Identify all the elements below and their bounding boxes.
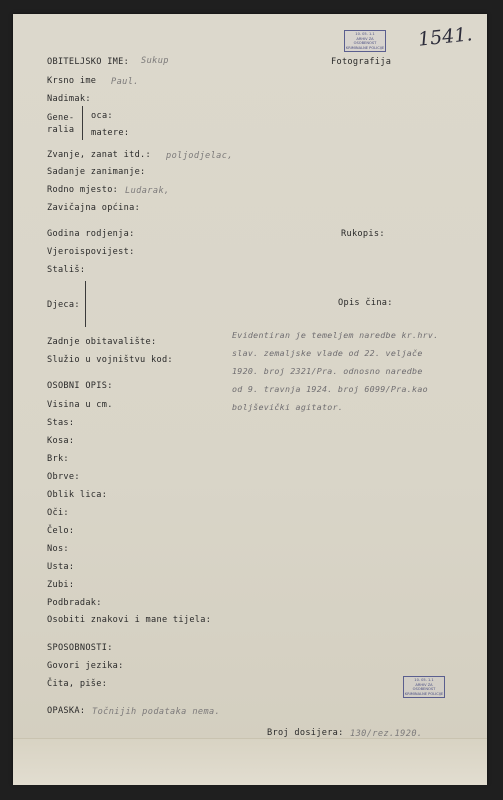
- djeca-bracket: [85, 281, 86, 327]
- stamp-line: 10. 05. 1.1: [355, 32, 375, 36]
- label-opaska: OPASKA:: [47, 706, 86, 716]
- stamp-line: ARHIV ZA OSOBENOST: [412, 682, 436, 691]
- label-obrve: Obrve:: [47, 472, 80, 482]
- label-krsno-ime: Krsno ime: [47, 76, 97, 86]
- label-osobni-opis: OSOBNI OPIS:: [47, 381, 113, 391]
- label-djeca: Djeca:: [47, 300, 80, 310]
- label-sposobnosti: SPOSOBNOSTI:: [47, 643, 113, 653]
- description-line: boljševički agitator.: [232, 402, 344, 412]
- label-generalia-1: Gene-: [47, 113, 75, 123]
- value-broj-dosijera: 130/rez.1920.: [350, 729, 423, 739]
- label-generalia-2: ralia: [47, 125, 75, 135]
- label-oca: oca:: [91, 111, 113, 121]
- archive-stamp-bottom: [403, 676, 445, 698]
- label-nos: Nos:: [47, 544, 69, 554]
- label-godina: Godina rodjenja:: [47, 229, 135, 239]
- description-line: Evidentiran je temeljem naredbe kr.hrv.: [232, 330, 439, 340]
- label-cita: Čita, piše:: [47, 679, 108, 689]
- label-brk: Brk:: [47, 454, 69, 464]
- description-line: od 9. travnja 1924. broj 6099/Pra.kao: [232, 384, 428, 394]
- label-sadanje: Sadanje zanimanje:: [47, 167, 146, 177]
- label-kosa: Kosa:: [47, 436, 75, 446]
- value-opaska: Točnijih podataka nema.: [92, 707, 221, 717]
- label-rukopis: Rukopis:: [341, 229, 385, 239]
- page-bottom-edge: [13, 738, 487, 785]
- label-opis-cina: Opis čina:: [338, 298, 393, 308]
- label-stalis: Stališ:: [47, 265, 86, 275]
- label-zvanje: Zvanje, zanat itd.:: [47, 150, 152, 160]
- label-usta: Usta:: [47, 562, 75, 572]
- archive-stamp-top: [344, 30, 386, 52]
- label-celo: Čelo:: [47, 526, 75, 536]
- generalia-bracket: [82, 106, 83, 140]
- value-zvanje: poljodjelac,: [166, 151, 233, 161]
- description-line: 1920. broj 2321/Pra. odnosno naredbe: [232, 366, 423, 376]
- stamp-line: 10. 05. 1.1: [414, 678, 434, 682]
- label-matere: matere:: [91, 128, 130, 138]
- label-podbradak: Podbradak:: [47, 598, 102, 608]
- description-line: slav. zemaljske vlade od 22. veljače: [232, 348, 423, 358]
- stamp-line: ARHIV ZA OSOBENOST: [353, 36, 377, 45]
- label-govori: Govori jezika:: [47, 661, 124, 671]
- stamp-line: KRIMINALNE POLICIJE: [404, 691, 444, 696]
- stamp-line: KRIMINALNE POLICIJE: [345, 45, 385, 50]
- label-nadimak: Nadimak:: [47, 94, 91, 104]
- label-fotografija: Fotografija: [331, 57, 392, 67]
- label-obiteljsko-ime: OBITELJSKO IME:: [47, 57, 130, 67]
- label-vjeroispovijest: Vjeroispovijest:: [47, 247, 135, 257]
- label-broj-dosijera: Broj dosijera:: [267, 728, 344, 738]
- value-obiteljsko-ime: Sukup: [141, 56, 169, 66]
- label-visina: Visina u cm.: [47, 400, 113, 410]
- label-sluzio: Služio u vojništvu kod:: [47, 355, 173, 365]
- value-rodno: Ludarak,: [125, 186, 170, 196]
- handwritten-number: 1541.: [416, 23, 474, 51]
- label-rodno: Rodno mjesto:: [47, 185, 119, 195]
- label-zubi: Zubi:: [47, 580, 75, 590]
- label-oci: Oči:: [47, 508, 69, 518]
- label-zavicajna: Zavičajna općina:: [47, 203, 141, 213]
- value-krsno-ime: Paul.: [111, 77, 139, 87]
- crime-description: [232, 326, 482, 416]
- label-osobiti-znakovi: Osobiti znakovi i mane tijela:: [47, 615, 212, 625]
- label-stas: Stas:: [47, 418, 75, 428]
- label-oblik-lica: Oblik lica:: [47, 490, 108, 500]
- label-zadnje: Zadnje obitavalište:: [47, 337, 157, 347]
